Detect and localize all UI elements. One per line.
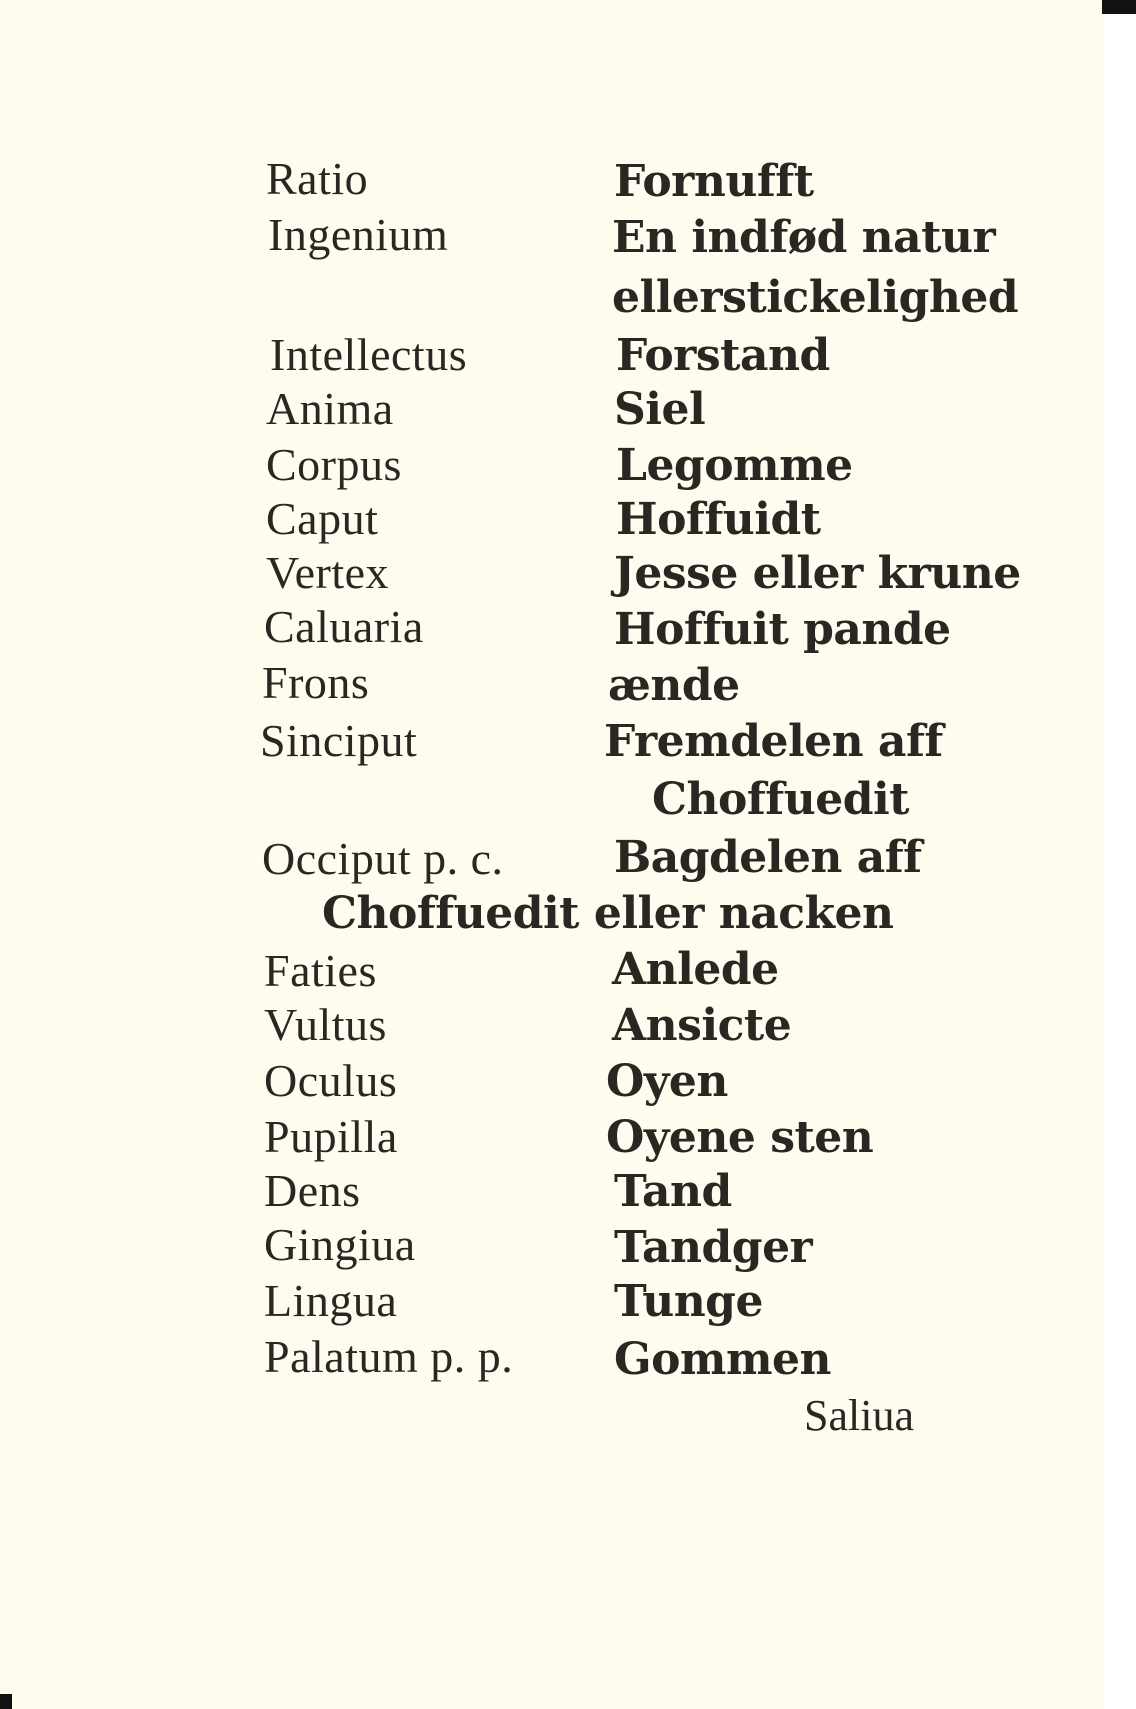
danish-word: Forstand bbox=[616, 330, 830, 381]
danish-word: Choffuedit bbox=[652, 774, 910, 825]
danish-word: Jesse eller krune bbox=[614, 548, 1021, 599]
latin-word: Anima bbox=[266, 383, 394, 434]
latin-word: Faties bbox=[264, 945, 377, 996]
latin-word: Caluaria bbox=[264, 601, 424, 652]
latin-word: Intellectus bbox=[270, 329, 468, 380]
danish-word: En indfød natur bbox=[612, 212, 996, 263]
danish-word: Hoffuidt bbox=[616, 494, 821, 545]
latin-word: Dens bbox=[264, 1165, 361, 1216]
danish-word: Gommen bbox=[614, 1334, 832, 1385]
latin-word: Caput bbox=[266, 493, 379, 544]
danish-word: ænde bbox=[608, 660, 740, 711]
latin-word: Lingua bbox=[264, 1275, 398, 1326]
latin-word: Ingenium bbox=[268, 209, 449, 260]
latin-word: Gingiua bbox=[264, 1219, 416, 1270]
danish-word: Oyen bbox=[606, 1056, 728, 1107]
danish-word: Anlede bbox=[612, 944, 779, 995]
danish-word: Ansicte bbox=[612, 1000, 792, 1051]
danish-word: Tunge bbox=[614, 1276, 763, 1327]
catchword: Saliua bbox=[804, 1391, 914, 1440]
latin-word: Occiput p. c. bbox=[262, 833, 504, 884]
danish-word: Tandger bbox=[614, 1222, 813, 1273]
page-edge bbox=[1104, 0, 1136, 1709]
danish-word: Oyene sten bbox=[606, 1112, 874, 1163]
danish-word: ellerstickelighed bbox=[612, 272, 1019, 323]
danish-word: Bagdelen aff bbox=[614, 832, 922, 883]
latin-word: Frons bbox=[262, 657, 370, 708]
latin-word: Pupilla bbox=[264, 1111, 398, 1162]
latin-word: Sinciput bbox=[260, 715, 418, 766]
crop-mark bbox=[0, 1694, 12, 1709]
latin-word: Oculus bbox=[264, 1055, 398, 1106]
danish-word: Tand bbox=[614, 1166, 732, 1217]
latin-word: Vertex bbox=[266, 547, 390, 598]
danish-word: Legomme bbox=[616, 440, 853, 491]
danish-word: Choffuedit eller nacken bbox=[322, 888, 894, 939]
danish-word: Fremdelen aff bbox=[604, 716, 943, 767]
latin-word: Ratio bbox=[266, 153, 369, 204]
crop-mark bbox=[1102, 0, 1136, 14]
latin-word: Vultus bbox=[264, 999, 387, 1050]
danish-word: Siel bbox=[614, 384, 706, 435]
latin-word: Corpus bbox=[266, 439, 402, 490]
danish-word: Fornufft bbox=[614, 156, 814, 207]
danish-word: Hoffuit pande bbox=[614, 604, 951, 655]
latin-word: Palatum p. p. bbox=[264, 1331, 514, 1382]
